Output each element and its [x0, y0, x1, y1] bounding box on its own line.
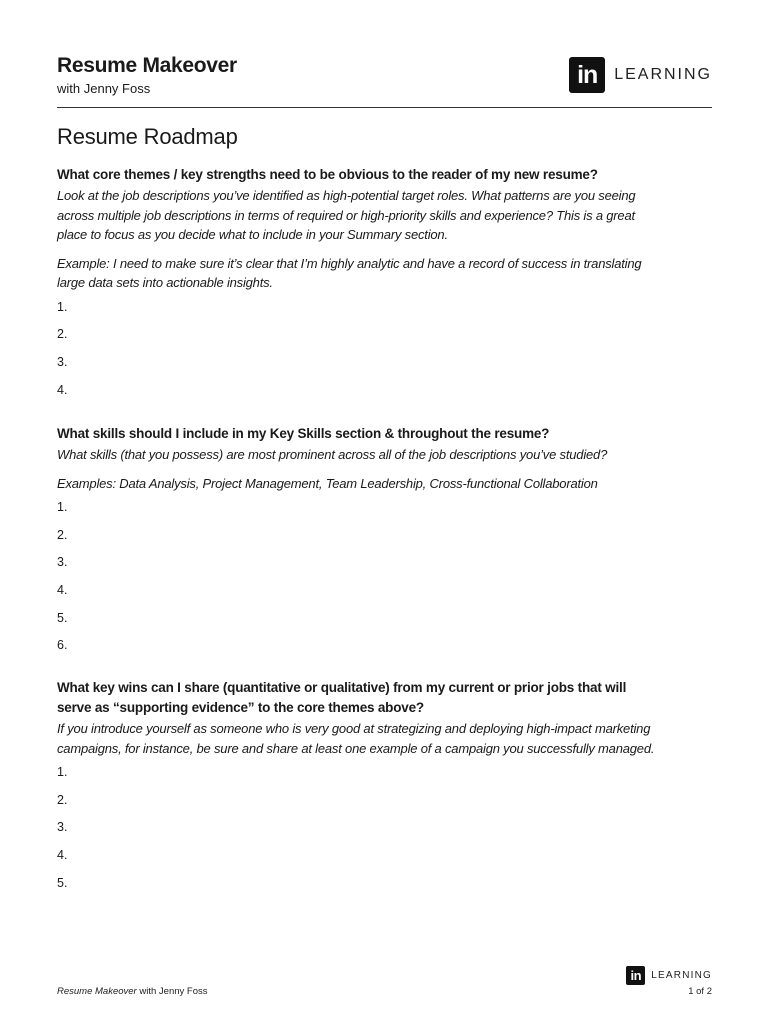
footer-wordmark: LEARNING	[651, 970, 712, 981]
answer-list	[57, 499, 657, 665]
answer-line[interactable]: 2.	[57, 327, 68, 342]
page-number: 1 of 2	[688, 986, 712, 997]
linkedin-logo-icon: in	[569, 57, 605, 93]
question-block-core-themes	[57, 165, 657, 409]
document-title: Resume Makeover	[57, 54, 237, 77]
answer-line[interactable]: 3.	[57, 555, 68, 570]
linkedin-logo-icon: in	[626, 966, 645, 985]
answer-line[interactable]: 1.	[57, 765, 68, 779]
question-example: Examples: Data Analysis, Project Management, Team Leadership, Cross-functional Collaboration	[57, 475, 598, 491]
answer-line[interactable]: 5.	[57, 875, 68, 890]
answer-list	[57, 764, 657, 902]
footer-brand	[626, 966, 712, 985]
answer-line[interactable]: 3.	[57, 820, 68, 835]
question-title: What key wins can I share (quantitative or qualitative) from my current or prior jobs that will serve as “supporting evidence” to the core themes above?	[57, 680, 627, 715]
answer-line[interactable]: 4.	[57, 382, 68, 397]
answer-line[interactable]: 1.	[57, 500, 68, 514]
question-title: What core themes / key strengths need to be obvious to the reader of my new resume?	[57, 167, 598, 182]
answer-line[interactable]: 6.	[57, 638, 68, 653]
document-page	[57, 0, 712, 1024]
footer-course-title: Resume Makeover	[57, 986, 137, 997]
footer-course-author: with Jenny Foss	[136, 986, 208, 997]
question-example: Example: I need to make sure it’s clear that I’m highly analytic and have a record of success in translating large data sets into actionable insights.	[57, 255, 642, 290]
linkedin-learning-brand	[569, 57, 712, 93]
answer-line[interactable]: 2.	[57, 527, 68, 542]
answer-line[interactable]: 4.	[57, 848, 68, 863]
answer-line[interactable]: 3.	[57, 354, 68, 369]
footer-course-credit	[57, 986, 207, 997]
question-description: If you introduce yourself as someone who is very good at strategizing and deploying high-impact marketing campaigns, for instance, be sure and share at least one example of a campaign you successfully managed.	[57, 721, 655, 756]
question-title: What skills should I include in my Key Skills section & throughout the resume?	[57, 426, 550, 441]
answer-list	[57, 299, 657, 410]
question-block-key-wins	[57, 678, 657, 902]
document-subtitle: with Jenny Foss	[57, 81, 151, 96]
question-description: Look at the job descriptions you’ve identified as high-potential target roles. What patterns are you seeing across multiple job descriptions in terms of required or high-priority skills and experience? This is a great place to focus as you decide what to include in your Summary section.	[57, 188, 636, 242]
answer-line[interactable]: 5.	[57, 610, 68, 625]
answer-line[interactable]: 2.	[57, 792, 68, 807]
answer-line[interactable]: 1.	[57, 299, 68, 314]
header-divider	[57, 107, 712, 108]
question-block-key-skills	[57, 424, 657, 665]
answer-line[interactable]: 4.	[57, 583, 68, 598]
question-description: What skills (that you possess) are most prominent across all of the job descriptions you’ve studied?	[57, 447, 608, 462]
brand-wordmark: LEARNING	[614, 66, 712, 83]
section-heading: Resume Roadmap	[57, 124, 238, 149]
